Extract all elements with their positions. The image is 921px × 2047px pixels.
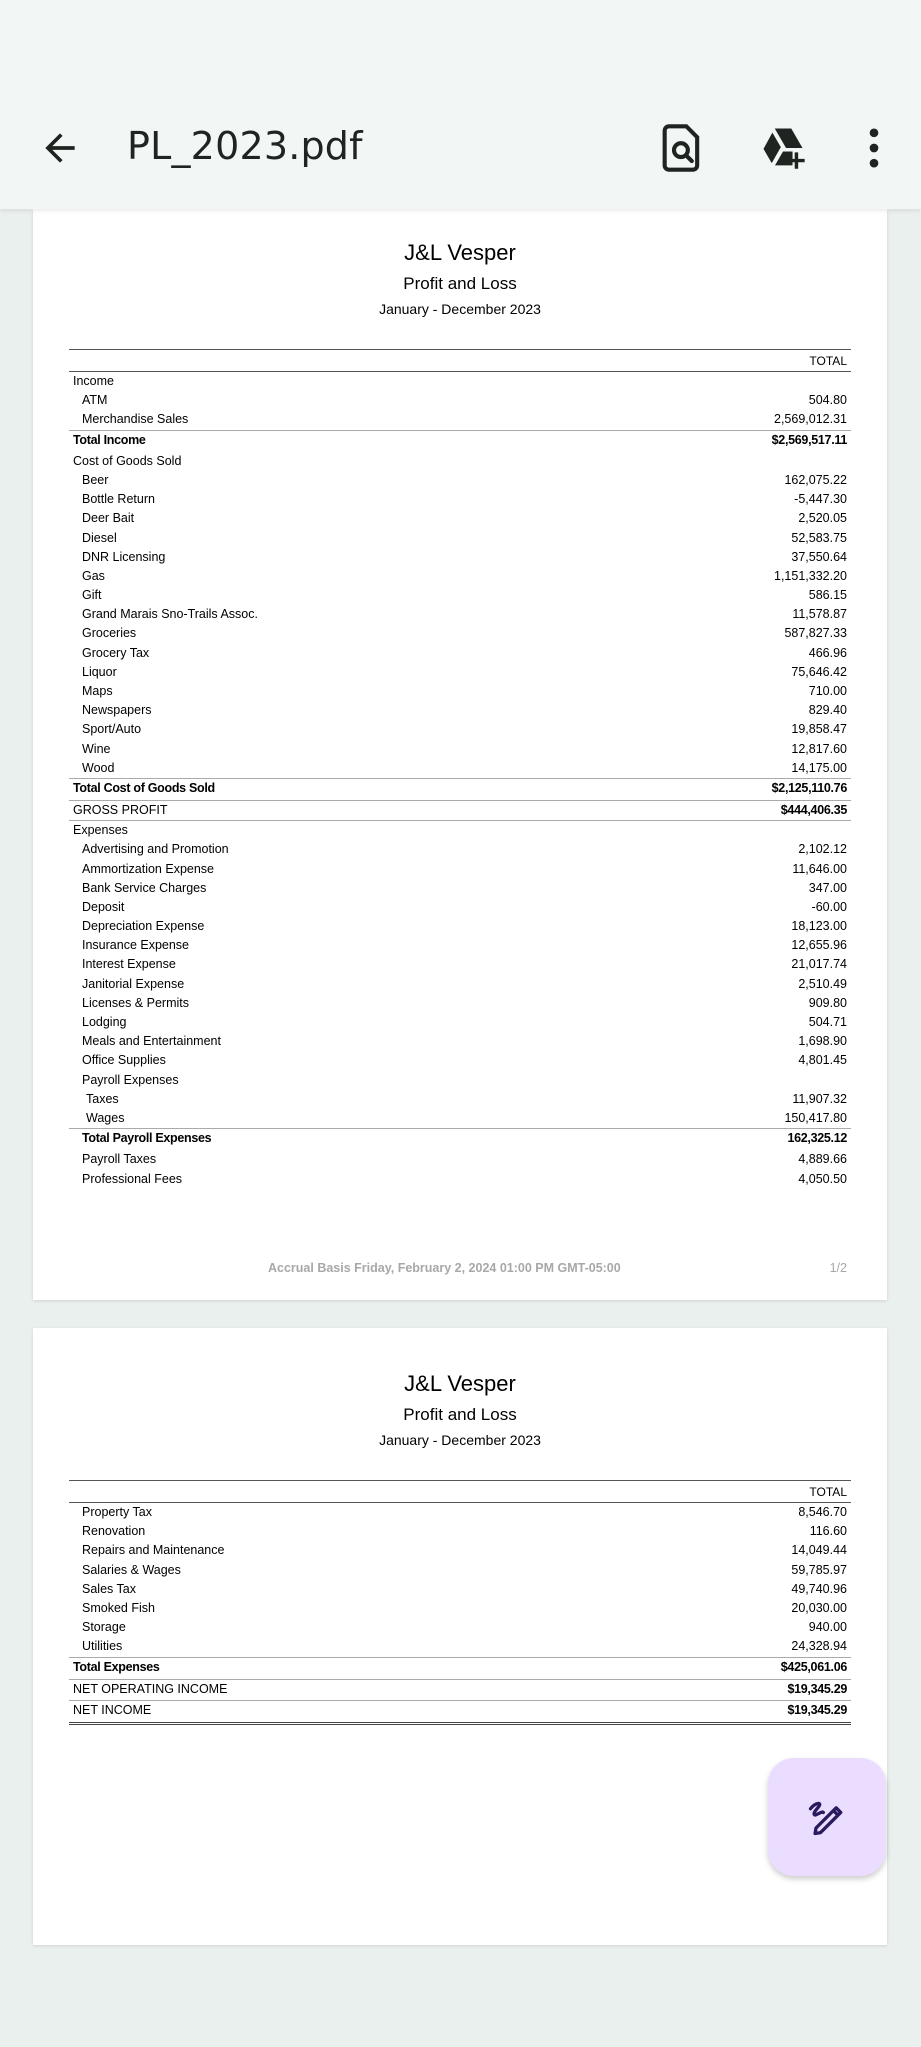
table-row: Smoked Fish 20,030.00: [82, 1600, 847, 1615]
table-row: Repairs and Maintenance 14,049.44: [82, 1543, 847, 1558]
column-header-total: TOTAL: [809, 354, 847, 368]
more-vert-icon[interactable]: [848, 122, 900, 174]
table-row: Interest Expense 21,017.74: [82, 957, 847, 972]
table-row: Expenses: [73, 823, 128, 838]
table-row: Insurance Expense 12,655.96: [82, 938, 847, 953]
table-row: Merchandise Sales 2,569,012.31: [82, 412, 847, 427]
add-to-drive-icon[interactable]: [756, 122, 808, 174]
table-row: DNR Licensing 37,550.64: [82, 549, 847, 564]
table-row: Meals and Entertainment 1,698.90: [82, 1034, 847, 1049]
table-row: Depreciation Expense 18,123.00: [82, 919, 847, 934]
table-row: Income: [73, 374, 114, 388]
table-row: Grand Marais Sno-Trails Assoc. 11,578.87: [82, 607, 847, 622]
document-title: PL_2023.pdf: [127, 124, 363, 168]
back-arrow-icon[interactable]: [38, 126, 82, 170]
table-row: Wine 12,817.60: [82, 741, 847, 756]
table-row: Bottle Return -5,447.30: [82, 492, 847, 507]
annotate-fab-button[interactable]: [768, 1758, 886, 1876]
pl-table: [69, 349, 851, 1189]
annotate-pen-icon: [805, 1795, 849, 1839]
table-row: Utilities 24,328.94: [82, 1639, 847, 1654]
report-content: [69, 239, 851, 1189]
table-row: Wood 14,175.00: [82, 760, 847, 775]
report-title: Profit and Loss: [403, 1405, 517, 1424]
report-basis-timestamp: Accrual Basis Friday, February 2, 2024 01:00 PM GMT-05:00: [268, 1261, 621, 1275]
app-bar: [0, 0, 921, 209]
table-row: Newspapers 829.40: [82, 703, 847, 718]
table-row: Sport/Auto 19,858.47: [82, 722, 847, 737]
table-row: Payroll Taxes 4,889.66: [82, 1152, 847, 1167]
report-period: January - December 2023: [379, 1432, 541, 1448]
report-content: [69, 1370, 851, 1725]
table-row: Beer 162,075.22: [82, 472, 847, 487]
search-document-icon[interactable]: [656, 122, 708, 174]
table-row: Cost of Goods Sold: [73, 453, 182, 468]
table-row: ATM 504.80: [82, 393, 847, 408]
table-row: Storage 940.00: [82, 1620, 847, 1635]
table-row: Deer Bait 2,520.05: [82, 511, 847, 526]
pl-table: [69, 1480, 851, 1725]
table-row: Office Supplies 4,801.45: [82, 1053, 847, 1068]
table-row: Taxes 11,907.32: [86, 1091, 847, 1106]
table-row: Licenses & Permits 909.80: [82, 995, 847, 1010]
table-row: Advertising and Promotion 2,102.12: [82, 842, 847, 857]
table-row: Diesel 52,583.75: [82, 530, 847, 545]
report-title: Profit and Loss: [403, 274, 517, 293]
page-number: 1/2: [829, 1261, 847, 1275]
column-header-total: TOTAL: [809, 1485, 847, 1499]
page-footer: [33, 1261, 887, 1279]
total-row: Total Payroll Expenses 162,325.12: [69, 1128, 851, 1147]
gross-profit-row: GROSS PROFIT $444,406.35: [69, 800, 851, 821]
table-row: Sales Tax 49,740.96: [82, 1581, 847, 1596]
table-row: Property Tax 8,546.70: [82, 1505, 847, 1519]
table-row: Ammortization Expense 11,646.00: [82, 861, 847, 876]
pdf-page-1: [33, 209, 887, 1300]
company-name: J&L Vesper: [404, 240, 516, 265]
table-row: Groceries 587,827.33: [82, 626, 847, 641]
pdf-page-2: [33, 1328, 887, 1945]
total-row: Total Income $2,569,517.11: [69, 430, 851, 449]
report-period: January - December 2023: [379, 301, 541, 317]
table-row: Gift 586.15: [82, 588, 847, 603]
table-row: Renovation 116.60: [82, 1524, 847, 1539]
net-income-row: NET INCOME $19,345.29: [69, 1700, 851, 1725]
table-header: [69, 349, 851, 372]
table-row: Gas 1,151,332.20: [82, 568, 847, 583]
table-row: Payroll Expenses: [82, 1072, 179, 1087]
table-row: Professional Fees 4,050.50: [82, 1171, 847, 1186]
table-row: Grocery Tax 466.96: [82, 645, 847, 660]
table-row: Wages 150,417.80: [86, 1110, 847, 1125]
table-row: Bank Service Charges 347.00: [82, 880, 847, 895]
table-row: Deposit -60.00: [82, 899, 847, 914]
table-row: Salaries & Wages 59,785.97: [82, 1562, 847, 1577]
total-row: Total Expenses $425,061.06: [69, 1657, 851, 1676]
table-row: Lodging 504.71: [82, 1015, 847, 1029]
table-row: Maps 710.00: [82, 684, 847, 698]
table-row: Liquor 75,646.42: [82, 664, 847, 679]
table-header: [69, 1480, 851, 1503]
company-name: J&L Vesper: [404, 1371, 516, 1396]
table-row: Janitorial Expense 2,510.49: [82, 976, 847, 991]
net-operating-income-row: NET OPERATING INCOME $19,345.29: [69, 1679, 851, 1700]
total-row: Total Cost of Goods Sold $2,125,110.76: [69, 778, 851, 797]
